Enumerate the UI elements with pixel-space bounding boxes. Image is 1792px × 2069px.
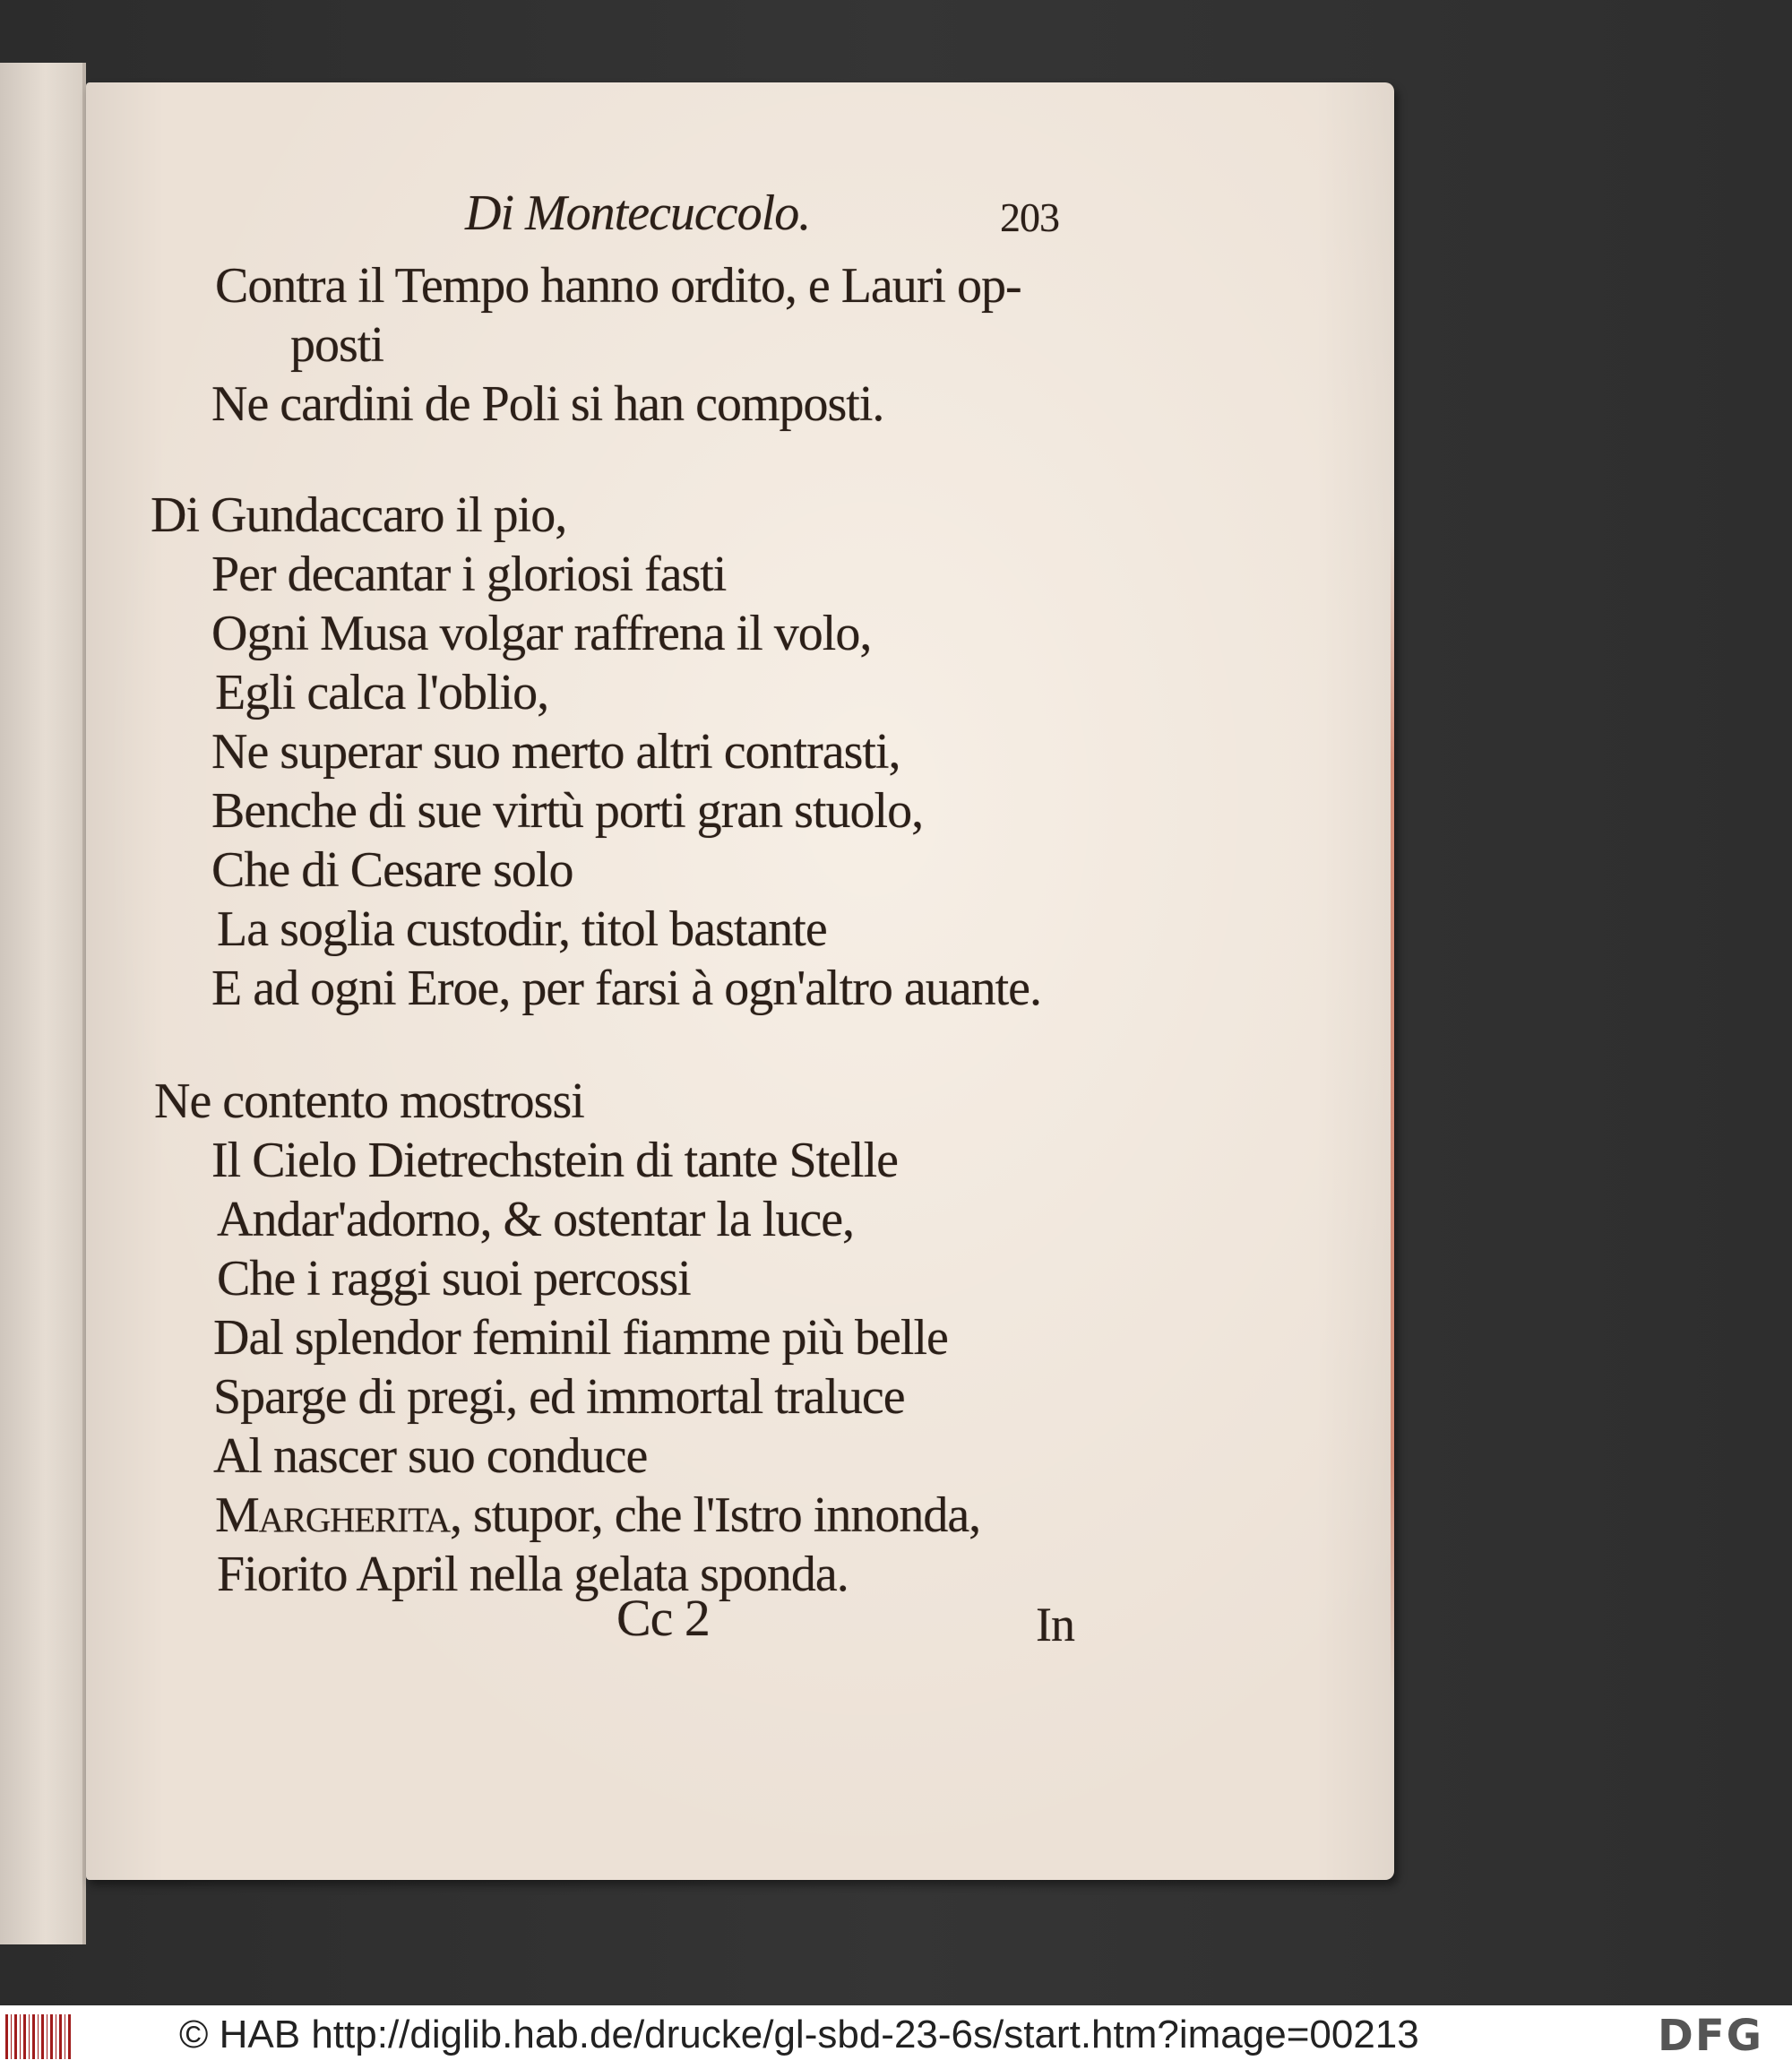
- verse-line: Fiorito April nella gelata sponda.: [217, 1547, 849, 1602]
- verse-line: Egli calca l'oblio,: [215, 665, 549, 720]
- verse-line: Che i raggi suoi percossi: [217, 1251, 691, 1306]
- verse-line-name: [215, 1486, 980, 1545]
- verse-line: Benche di sue virtù porti gran stuolo,: [211, 783, 924, 839]
- running-head: Di Montecuccolo.: [465, 185, 811, 241]
- credit-link[interactable]: © HAB http://diglib.hab.de/drucke/gl-sbd-23-6s/start.htm?image=00213: [179, 2013, 1419, 2056]
- verse-line: E ad ogni Eroe, per farsi à ogn'altro auante.: [211, 961, 1042, 1016]
- verse-line: Al nascer suo conduce: [213, 1428, 648, 1484]
- verse-line: posti: [290, 317, 383, 373]
- verse-line: Per decantar i gloriosi fasti: [211, 547, 727, 602]
- verse-line: Contra il Tempo hanno ordito, e Lauri op-: [215, 258, 1021, 314]
- page-number: 203: [1000, 194, 1059, 240]
- verse-line: Che di Cesare solo: [211, 842, 573, 898]
- verse-line: Ne cardini de Poli si han composti.: [211, 376, 884, 432]
- page-edge-stain: [1391, 530, 1394, 1695]
- verse-line: Il Cielo Dietrechstein di tante Stelle: [211, 1133, 898, 1188]
- verse-line: Dal splendor feminil fiamme più belle: [213, 1310, 948, 1366]
- dfg-logo: DFG: [1658, 2011, 1764, 2061]
- verse-line: Di Gundaccaro il pio,: [151, 487, 567, 543]
- facing-page-edge: [0, 63, 86, 1944]
- signature-mark: Cc 2: [616, 1589, 710, 1647]
- book-page: [86, 82, 1394, 1880]
- verse-line: Ne contento mostrossi: [154, 1073, 584, 1129]
- verse-line: Sparge di pregi, ed immortal traluce: [213, 1369, 905, 1425]
- verse-line: Ne superar suo merto altri contrasti,: [211, 724, 900, 780]
- verse-line: Ogni Musa volgar raffrena il volo,: [211, 606, 872, 661]
- verse-line: La soglia custodir, titol bastante: [217, 901, 827, 957]
- footer-bar: [0, 2005, 1792, 2069]
- catchword: In: [1036, 1598, 1074, 1651]
- verse-line-rest: stupor, che l'Istro innonda,: [461, 1487, 981, 1543]
- barcode-icon: [5, 2014, 73, 2059]
- proper-name: Margherita,: [215, 1487, 461, 1543]
- verse-line: Andar'adorno, & ostentar la luce,: [217, 1192, 855, 1247]
